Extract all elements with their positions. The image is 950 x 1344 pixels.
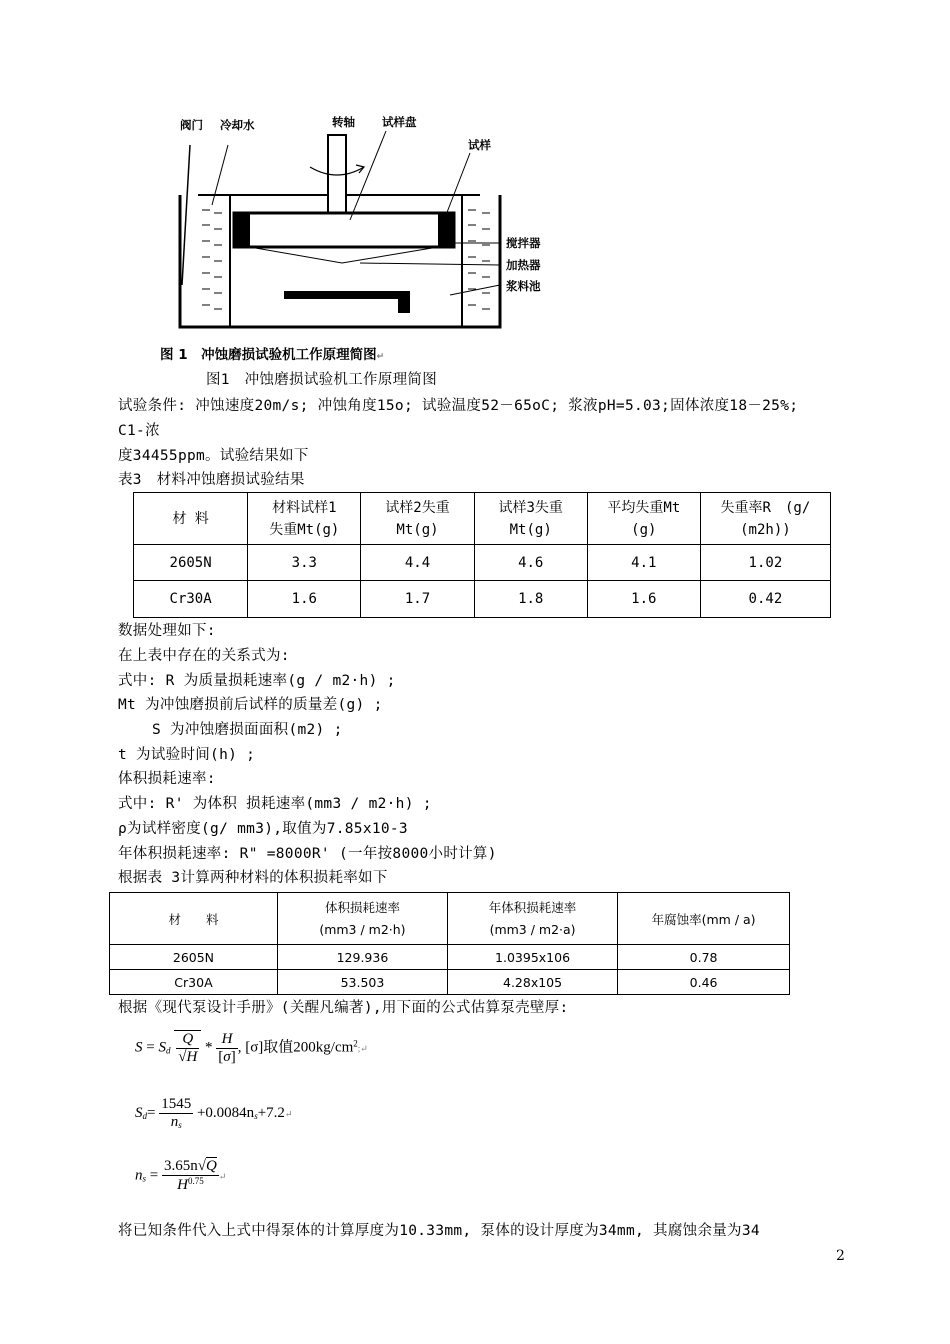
paragraph: S 为冲蚀磨损面面积(m2) ; bbox=[152, 722, 343, 738]
label-sample-disc: 试样盘 bbox=[382, 115, 417, 129]
table-cell: 1.8 bbox=[474, 581, 587, 618]
label-cooling-water: 冷却水 bbox=[220, 118, 255, 132]
table3-header-cell: 材料试样1 失重Mt(g) bbox=[248, 493, 361, 545]
label-sample: 试样 bbox=[468, 138, 491, 152]
table-cell: 1.6 bbox=[587, 581, 700, 618]
paragraph: ρ为试样密度(g/ mm3),取值为7.85x10-3 bbox=[118, 821, 408, 837]
conditions-line-2: C1-浓 bbox=[118, 423, 160, 439]
table-cell: 1.0395x106 bbox=[447, 945, 617, 970]
diagram-drawing bbox=[150, 105, 570, 335]
formula-wall-thickness: $S = S_d$ $\frac{Q}{√H}$ * $\frac{H}{[\sigma]}$ , [σ]取值$200kg/cm^2;↵$ bbox=[135, 1030, 368, 1065]
formula-ns-exponent: 0.75 bbox=[187, 1176, 204, 1186]
table-cell: Cr30A bbox=[110, 970, 278, 995]
table-cell: 4.1 bbox=[587, 545, 700, 581]
table-row bbox=[110, 945, 790, 970]
paragraph: 式中: R 为质量损耗速率(g / m2·h) ; bbox=[118, 673, 396, 689]
table-cell: 4.4 bbox=[361, 545, 474, 581]
label-valve: 阀门 bbox=[180, 118, 203, 132]
table3-title: 表3 材料冲蚀磨损试验结果 bbox=[118, 472, 305, 488]
table4-header-cell: 材 料 bbox=[110, 893, 278, 945]
table-cell: 129.936 bbox=[277, 945, 447, 970]
table3-header-cell: 材 料 bbox=[134, 493, 248, 545]
label-stirrer: 搅拌器 bbox=[506, 236, 541, 250]
paragraph: 根据表 3计算两种材料的体积损耗率如下 bbox=[118, 870, 388, 886]
table4-header-cell: 年体积损耗速率 (mm3 / m2·a) bbox=[447, 893, 617, 945]
erosion-tester-diagram bbox=[150, 105, 570, 335]
table-cell: 1.7 bbox=[361, 581, 474, 618]
conditions-line-3: 度34455ppm。试验结果如下 bbox=[118, 448, 309, 464]
table-cell: 2605N bbox=[134, 545, 248, 581]
label-shaft: 转轴 bbox=[332, 115, 355, 129]
table3-header-row bbox=[134, 493, 831, 545]
table-cell: 2605N bbox=[110, 945, 278, 970]
table-cell: 0.42 bbox=[700, 581, 830, 618]
paragraph: 体积损耗速率: bbox=[118, 771, 216, 787]
conditions-line-1: 试验条件: 冲蚀速度20m/s; 冲蚀角度15o; 试验温度52－65oC; 浆液pH=5.03;固体浓度18－25%; bbox=[118, 398, 799, 414]
table-cell: 53.503 bbox=[277, 970, 447, 995]
table3-header-cell: 试样3失重 Mt(g) bbox=[474, 493, 587, 545]
label-heater: 加热器 bbox=[506, 258, 541, 272]
paragraph: 数据处理如下: bbox=[118, 623, 216, 639]
table4-header-row bbox=[110, 893, 790, 945]
table-cell: 4.6 bbox=[474, 545, 587, 581]
paragraph: 式中: R' 为体积 损耗速率(mm3 / m2·h) ; bbox=[118, 796, 432, 812]
table-cell: Cr30A bbox=[134, 581, 248, 618]
formula-sd-term: +0.0084n bbox=[196, 1104, 255, 1121]
formula-exponent: 2 bbox=[353, 1038, 358, 1049]
formula-sd: $S_d=$ $\frac{1545}{n_s}$ $+0.0084n_s+7.2↵$ bbox=[135, 1096, 293, 1130]
diagram-caption: 图 1 冲蚀磨损试验机工作原理简图↵ bbox=[160, 347, 385, 363]
table4-header-cell: 体积损耗速率 (mm3 / m2·h) bbox=[277, 893, 447, 945]
table-cell: 1.6 bbox=[248, 581, 361, 618]
table-row bbox=[134, 581, 831, 618]
table3-header-cell: 试样2失重 Mt(g) bbox=[361, 493, 474, 545]
paragraph: 在上表中存在的关系式为: bbox=[118, 648, 290, 664]
table-cell: 0.46 bbox=[618, 970, 790, 995]
paragraph: Mt 为冲蚀磨损前后试样的质量差(g) ; bbox=[118, 697, 383, 713]
paragraph: t 为试验时间(h) ; bbox=[118, 747, 256, 763]
formula-sigma-note: , [σ]取值200kg/cm bbox=[237, 1039, 354, 1056]
table4-header-cell: 年腐蚀率(mm / a) bbox=[618, 893, 790, 945]
table3-header-cell: 失重率R (g/ (m2h)) bbox=[700, 493, 830, 545]
table3-header-cell: 平均失重Mt (g) bbox=[587, 493, 700, 545]
table3 bbox=[133, 492, 831, 618]
table4 bbox=[109, 892, 790, 995]
paragraph: 将已知条件代入上式中得泵体的计算厚度为10.33mm, 泵体的设计厚度为34mm, 其腐蚀余量为34 bbox=[118, 1223, 760, 1239]
table-row bbox=[110, 970, 790, 995]
paragraph: 根据《现代泵设计手册》(关醒凡编著),用下面的公式估算泵壳壁厚: bbox=[118, 1000, 569, 1016]
formula-ns-numerator: 3.65n bbox=[163, 1158, 198, 1174]
paragraph: 年体积损耗速率: R" =8000R' (一年按8000小时计算) bbox=[118, 846, 497, 862]
formula-sd-numerator: 1545 bbox=[161, 1096, 192, 1112]
formula-sd-constant: +7.2 bbox=[257, 1104, 285, 1121]
label-slurry-pool: 浆料池 bbox=[506, 279, 541, 293]
formula-ns: $n_s$ = $\frac{3.65n√Q}{H^{0.75}}$ ↵ bbox=[135, 1158, 227, 1193]
page-number: 2 bbox=[836, 1248, 845, 1264]
table-cell: 0.78 bbox=[618, 945, 790, 970]
figure-title: 图1 冲蚀磨损试验机工作原理简图 bbox=[206, 372, 438, 388]
table-cell: 3.3 bbox=[248, 545, 361, 581]
table-row bbox=[134, 545, 831, 581]
table-cell: 1.02 bbox=[700, 545, 830, 581]
table-cell: 4.28x105 bbox=[447, 970, 617, 995]
